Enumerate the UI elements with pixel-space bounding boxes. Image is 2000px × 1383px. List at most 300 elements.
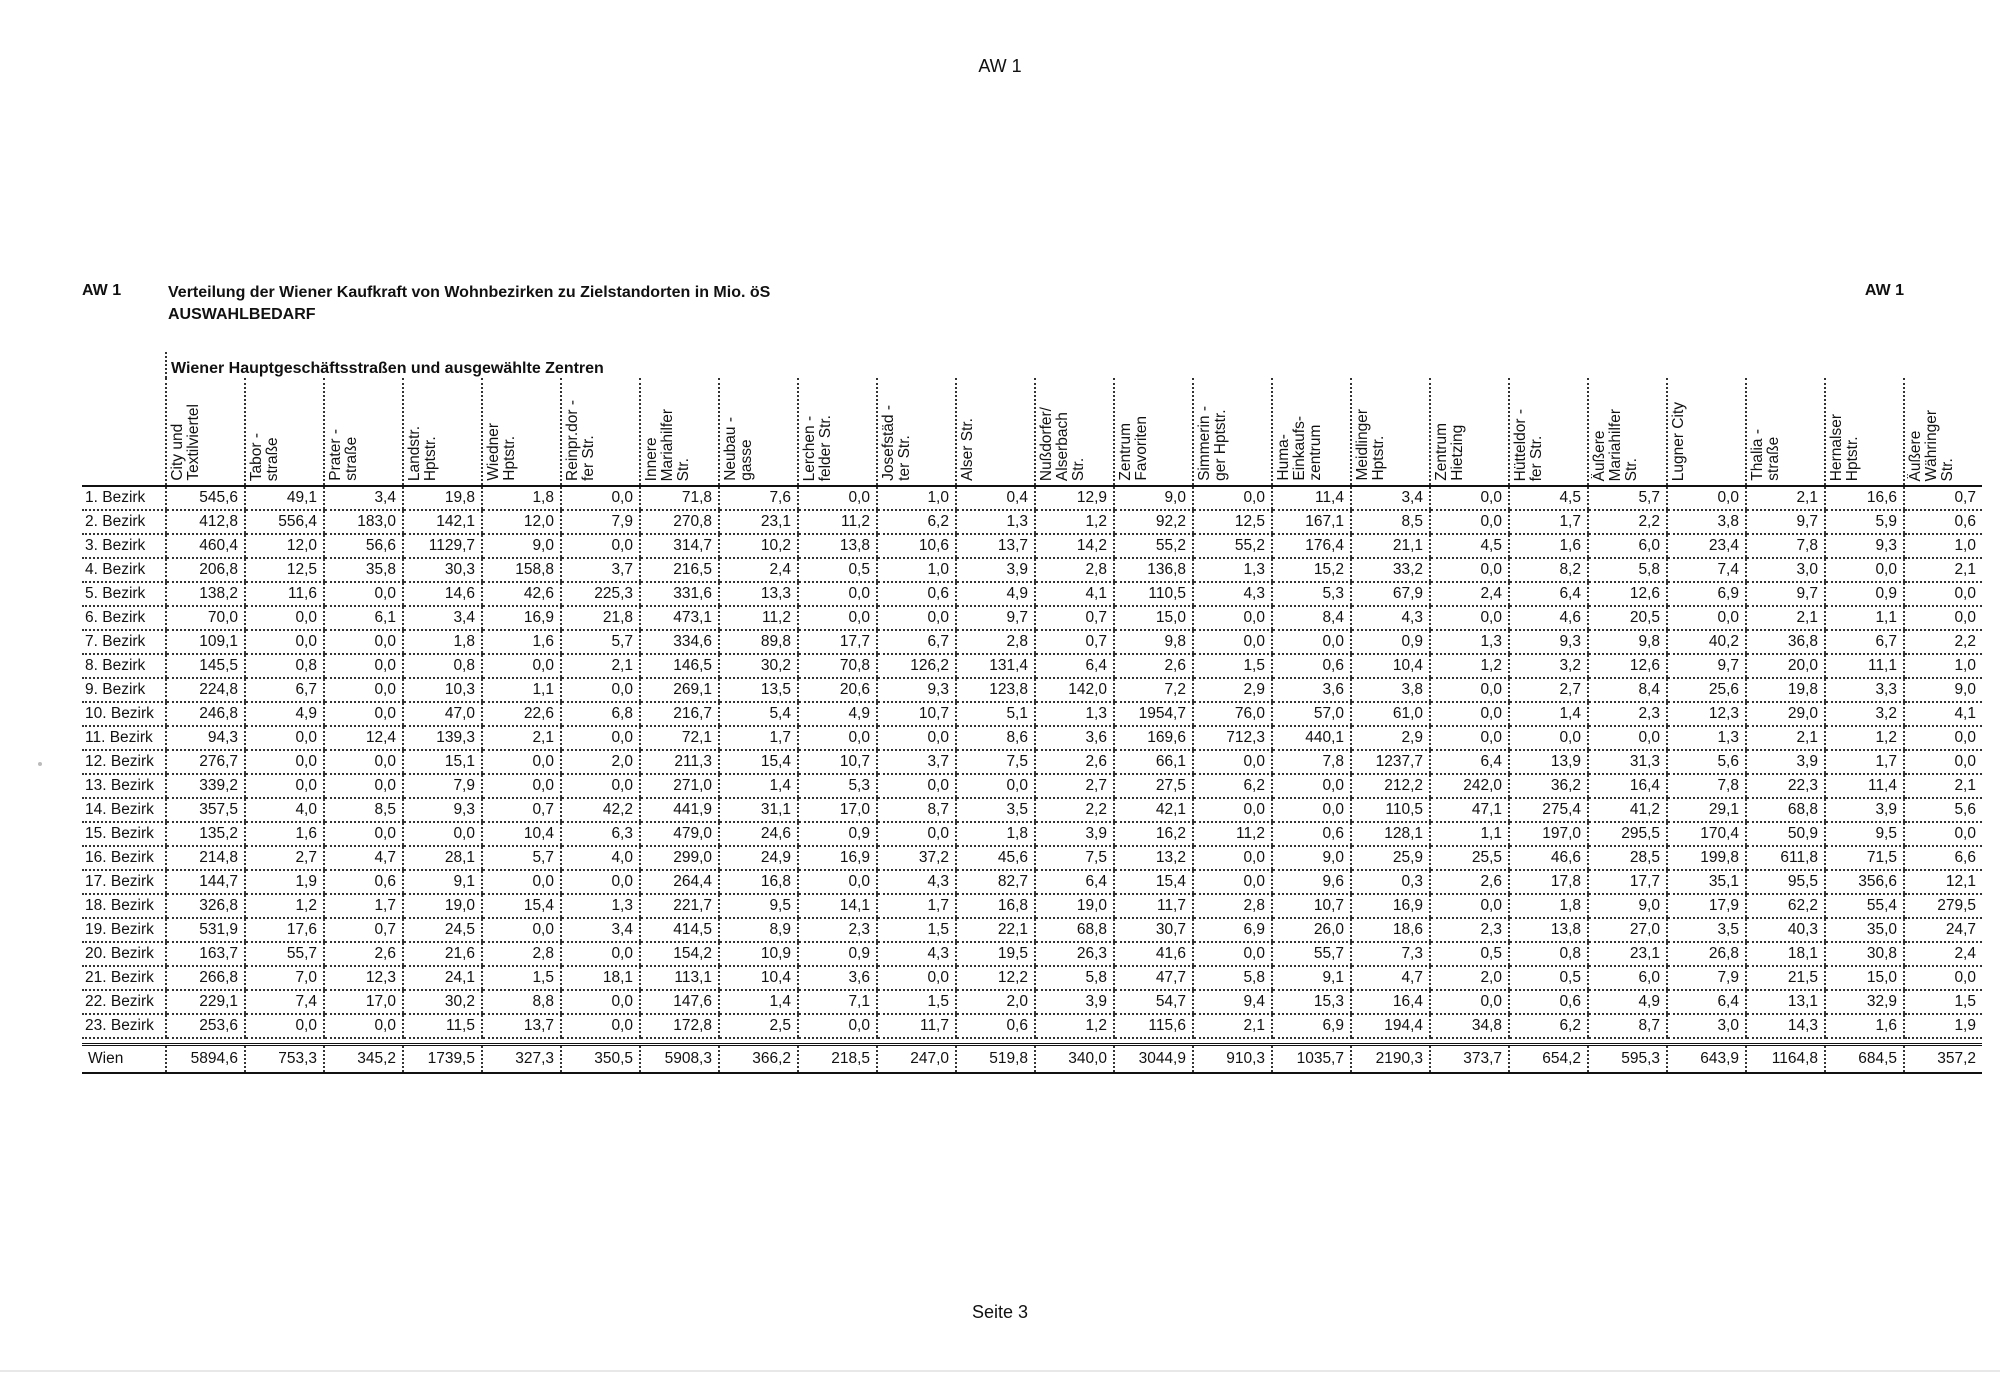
table-cell: 0,5 xyxy=(798,558,877,582)
table-cell: 1,5 xyxy=(877,918,956,942)
table-cell: 0,0 xyxy=(561,942,640,966)
table-cell: 0,3 xyxy=(1351,870,1430,894)
table-cell: 1,1 xyxy=(482,678,561,702)
table-cell: 0,0 xyxy=(561,870,640,894)
table-cell: 3,3 xyxy=(1825,678,1904,702)
table-cell: 24,9 xyxy=(719,846,798,870)
column-header-label: Lerchen - felder Str. xyxy=(801,414,834,481)
column-header xyxy=(1193,378,1272,486)
table-cell: 0,0 xyxy=(561,774,640,798)
table-cell: 910,3 xyxy=(1193,1045,1272,1073)
table-cell: 2,8 xyxy=(1035,558,1114,582)
table-cell: 12,1 xyxy=(1904,870,1982,894)
table-cell: 2,0 xyxy=(1430,966,1509,990)
table-cell: 16,9 xyxy=(1351,894,1430,918)
table-cell: 12,2 xyxy=(956,966,1035,990)
table-cell: 145,5 xyxy=(166,654,245,678)
group-caption: Wiener Hauptgeschäftsstraßen und ausgewählte Zentren xyxy=(166,352,1982,378)
table-cell: 45,6 xyxy=(956,846,1035,870)
table-cell: 5,8 xyxy=(1193,966,1272,990)
column-header-label: Prater - straße xyxy=(327,429,360,481)
kaufkraft-table-wrapper xyxy=(82,352,1982,1074)
table-cell: 0,0 xyxy=(1193,942,1272,966)
table-cell: 269,1 xyxy=(640,678,719,702)
table-cell: 14,2 xyxy=(1035,534,1114,558)
table-cell: 24,7 xyxy=(1904,918,1982,942)
table-cell: 2,1 xyxy=(1746,606,1825,630)
table-title: Verteilung der Wiener Kaufkraft von Wohnbezirken zu Zielstandorten in Mio. öS xyxy=(168,284,771,301)
table-cell: 12,3 xyxy=(324,966,403,990)
table-cell: 11,2 xyxy=(719,606,798,630)
table-cell: 0,0 xyxy=(245,726,324,750)
table-cell: 2,1 xyxy=(1746,726,1825,750)
table-cell: 6,6 xyxy=(1904,846,1982,870)
table-cell: 20,0 xyxy=(1746,654,1825,678)
table-cell: 216,7 xyxy=(640,702,719,726)
table-cell: 1,7 xyxy=(1825,750,1904,774)
table-cell: 2,6 xyxy=(324,942,403,966)
table-cell: 2,6 xyxy=(1114,654,1193,678)
table-cell: 66,1 xyxy=(1114,750,1193,774)
table-cell: 154,2 xyxy=(640,942,719,966)
table-cell: 11,4 xyxy=(1272,486,1351,510)
table-cell: 0,0 xyxy=(1430,990,1509,1014)
row-label: 5. Bezirk xyxy=(82,582,166,606)
table-cell: 7,8 xyxy=(1272,750,1351,774)
table-cell: 1,7 xyxy=(1509,510,1588,534)
table-cell: 1237,7 xyxy=(1351,750,1430,774)
table-cell: 41,2 xyxy=(1588,798,1667,822)
column-header xyxy=(482,378,561,486)
table-cell: 0,0 xyxy=(1193,846,1272,870)
table-cell: 9,7 xyxy=(1746,582,1825,606)
table-cell: 7,9 xyxy=(403,774,482,798)
table-cell: 5908,3 xyxy=(640,1045,719,1073)
table-row xyxy=(82,486,1982,510)
table-cell: 68,8 xyxy=(1035,918,1114,942)
table-cell: 0,0 xyxy=(1904,822,1982,846)
table-cell: 3,4 xyxy=(561,918,640,942)
column-header xyxy=(640,378,719,486)
table-cell: 1,8 xyxy=(482,486,561,510)
table-cell: 37,2 xyxy=(877,846,956,870)
title-block xyxy=(168,282,770,326)
table-cell: 170,4 xyxy=(1667,822,1746,846)
table-cell: 225,3 xyxy=(561,582,640,606)
table-cell: 49,1 xyxy=(245,486,324,510)
table-cell: 70,0 xyxy=(166,606,245,630)
table-row xyxy=(82,630,1982,654)
table-row xyxy=(82,942,1982,966)
table-cell: 3,9 xyxy=(1746,750,1825,774)
table-cell: 197,0 xyxy=(1509,822,1588,846)
row-label: 19. Bezirk xyxy=(82,918,166,942)
table-cell: 11,2 xyxy=(798,510,877,534)
table-cell: 356,6 xyxy=(1825,870,1904,894)
table-cell: 2,9 xyxy=(1193,678,1272,702)
column-header-label: Hütteldor - fer Str. xyxy=(1512,408,1545,481)
row-label: 13. Bezirk xyxy=(82,774,166,798)
table-cell: 144,7 xyxy=(166,870,245,894)
row-label: Wien xyxy=(82,1045,166,1073)
table-cell: 12,5 xyxy=(1193,510,1272,534)
table-cell: 12,0 xyxy=(245,534,324,558)
table-cell: 109,1 xyxy=(166,630,245,654)
table-cell: 25,6 xyxy=(1667,678,1746,702)
table-cell: 3,9 xyxy=(1825,798,1904,822)
table-cell: 9,8 xyxy=(1114,630,1193,654)
table-cell: 16,6 xyxy=(1825,486,1904,510)
table-cell: 92,2 xyxy=(1114,510,1193,534)
table-cell: 71,8 xyxy=(640,486,719,510)
table-cell: 1,7 xyxy=(877,894,956,918)
table-cell: 13,7 xyxy=(956,534,1035,558)
table-cell: 0,0 xyxy=(1430,486,1509,510)
table-cell: 47,7 xyxy=(1114,966,1193,990)
table-cell: 4,5 xyxy=(1509,486,1588,510)
table-cell: 10,4 xyxy=(1351,654,1430,678)
table-cell: 1739,5 xyxy=(403,1045,482,1073)
table-cell: 206,8 xyxy=(166,558,245,582)
table-cell: 20,6 xyxy=(798,678,877,702)
table-cell: 2,9 xyxy=(1351,726,1430,750)
table-cell: 2,6 xyxy=(1035,750,1114,774)
table-cell: 4,3 xyxy=(1351,606,1430,630)
row-label: 4. Bezirk xyxy=(82,558,166,582)
table-cell: 11,7 xyxy=(877,1014,956,1038)
table-cell: 6,7 xyxy=(245,678,324,702)
table-cell: 0,0 xyxy=(1430,702,1509,726)
table-cell: 27,5 xyxy=(1114,774,1193,798)
column-header xyxy=(1667,378,1746,486)
table-cell: 40,2 xyxy=(1667,630,1746,654)
table-cell: 9,7 xyxy=(1667,654,1746,678)
table-cell: 0,6 xyxy=(1272,654,1351,678)
table-cell: 9,1 xyxy=(1272,966,1351,990)
table-cell: 33,2 xyxy=(1351,558,1430,582)
table-cell: 6,4 xyxy=(1035,870,1114,894)
table-cell: 0,0 xyxy=(1667,606,1746,630)
table-cell: 22,6 xyxy=(482,702,561,726)
table-cell: 0,4 xyxy=(956,486,1035,510)
table-cell: 0,0 xyxy=(561,534,640,558)
table-cell: 3,5 xyxy=(956,798,1035,822)
column-header xyxy=(561,378,640,486)
table-cell: 0,0 xyxy=(877,822,956,846)
table-cell: 275,4 xyxy=(1509,798,1588,822)
table-cell: 326,8 xyxy=(166,894,245,918)
table-cell: 0,0 xyxy=(877,774,956,798)
table-cell: 1,8 xyxy=(1509,894,1588,918)
table-cell: 2,1 xyxy=(1193,1014,1272,1038)
row-label: 11. Bezirk xyxy=(82,726,166,750)
column-header-label: Äußere Mariahilfer Str. xyxy=(1591,408,1640,481)
table-cell: 1,0 xyxy=(1904,534,1982,558)
table-cell: 123,8 xyxy=(956,678,1035,702)
table-cell: 1,9 xyxy=(1904,1014,1982,1038)
table-cell: 0,0 xyxy=(245,774,324,798)
column-header-label: Meidlinger Hptstr. xyxy=(1354,409,1387,481)
column-header xyxy=(403,378,482,486)
table-cell: 7,0 xyxy=(245,966,324,990)
column-header xyxy=(1746,378,1825,486)
table-cell: 327,3 xyxy=(482,1045,561,1073)
table-cell: 13,1 xyxy=(1746,990,1825,1014)
column-header xyxy=(956,378,1035,486)
table-cell: 13,7 xyxy=(482,1014,561,1038)
table-cell: 5,8 xyxy=(1035,966,1114,990)
table-cell: 13,2 xyxy=(1114,846,1193,870)
table-cell: 295,5 xyxy=(1588,822,1667,846)
table-cell: 56,6 xyxy=(324,534,403,558)
table-cell: 2190,3 xyxy=(1351,1045,1430,1073)
table-row xyxy=(82,678,1982,702)
table-cell: 0,0 xyxy=(482,918,561,942)
table-cell: 0,0 xyxy=(324,1014,403,1038)
table-code-right: AW 1 xyxy=(1864,282,1904,299)
table-cell: 5,4 xyxy=(719,702,798,726)
table-cell: 441,9 xyxy=(640,798,719,822)
column-header-label: Josefstäd - ter Str. xyxy=(880,405,913,481)
column-header-label: Alser Str. xyxy=(959,418,976,481)
table-cell: 1,6 xyxy=(245,822,324,846)
column-header-label: Reinpr.dor - fer Str. xyxy=(564,400,597,481)
table-cell: 36,8 xyxy=(1746,630,1825,654)
table-cell: 6,3 xyxy=(561,822,640,846)
table-cell: 194,4 xyxy=(1351,1014,1430,1038)
table-cell: 94,3 xyxy=(166,726,245,750)
table-cell: 9,7 xyxy=(956,606,1035,630)
column-header-label: Lugner City xyxy=(1670,401,1687,481)
table-cell: 0,9 xyxy=(1825,582,1904,606)
column-header xyxy=(719,378,798,486)
table-subtitle: AUSWAHLBEDARF xyxy=(168,306,316,323)
column-header xyxy=(1351,378,1430,486)
table-cell: 11,5 xyxy=(403,1014,482,1038)
table-cell: 24,6 xyxy=(719,822,798,846)
table-cell: 183,0 xyxy=(324,510,403,534)
table-cell: 146,5 xyxy=(640,654,719,678)
table-cell: 0,0 xyxy=(245,750,324,774)
table-cell: 0,9 xyxy=(1351,630,1430,654)
table-cell: 24,1 xyxy=(403,966,482,990)
table-cell: 9,8 xyxy=(1588,630,1667,654)
table-cell: 0,8 xyxy=(245,654,324,678)
table-cell: 6,0 xyxy=(1588,534,1667,558)
table-cell: 0,0 xyxy=(1430,510,1509,534)
table-row xyxy=(82,918,1982,942)
column-header-label: Wiedner Hptstr. xyxy=(485,423,518,481)
table-cell: 15,4 xyxy=(719,750,798,774)
table-cell: 16,8 xyxy=(719,870,798,894)
column-header-label: Innere Mariahilfer Str. xyxy=(643,408,692,481)
table-cell: 9,3 xyxy=(1825,534,1904,558)
table-cell: 82,7 xyxy=(956,870,1035,894)
table-cell: 1,2 xyxy=(1035,510,1114,534)
table-cell: 0,0 xyxy=(798,606,877,630)
column-header-label: Tabor - straße xyxy=(248,432,281,481)
table-cell: 27,0 xyxy=(1588,918,1667,942)
table-cell: 1,5 xyxy=(482,966,561,990)
table-cell: 314,7 xyxy=(640,534,719,558)
table-cell: 55,2 xyxy=(1193,534,1272,558)
table-cell: 113,1 xyxy=(640,966,719,990)
table-body xyxy=(82,486,1982,1073)
row-label: 1. Bezirk xyxy=(82,486,166,510)
table-cell: 2,0 xyxy=(956,990,1035,1014)
table-cell: 29,1 xyxy=(1667,798,1746,822)
table-cell: 10,7 xyxy=(877,702,956,726)
table-cell: 2,2 xyxy=(1904,630,1982,654)
table-cell: 654,2 xyxy=(1509,1045,1588,1073)
table-cell: 2,7 xyxy=(1035,774,1114,798)
table-cell: 16,8 xyxy=(956,894,1035,918)
table-cell: 11,6 xyxy=(245,582,324,606)
table-row xyxy=(82,606,1982,630)
total-row xyxy=(82,1045,1982,1073)
table-cell: 9,0 xyxy=(482,534,561,558)
table-cell: 7,9 xyxy=(561,510,640,534)
table-cell: 9,0 xyxy=(1588,894,1667,918)
table-cell: 19,8 xyxy=(403,486,482,510)
table-cell: 0,8 xyxy=(1509,942,1588,966)
table-cell: 264,4 xyxy=(640,870,719,894)
table-cell: 3,4 xyxy=(324,486,403,510)
column-header xyxy=(1588,378,1667,486)
table-cell: 753,3 xyxy=(245,1045,324,1073)
table-cell: 0,0 xyxy=(1430,558,1509,582)
table-cell: 1035,7 xyxy=(1272,1045,1351,1073)
table-cell: 366,2 xyxy=(719,1045,798,1073)
table-cell: 3,4 xyxy=(403,606,482,630)
table-row xyxy=(82,822,1982,846)
table-cell: 0,0 xyxy=(877,606,956,630)
table-cell: 61,0 xyxy=(1351,702,1430,726)
table-cell: 147,6 xyxy=(640,990,719,1014)
table-cell: 214,8 xyxy=(166,846,245,870)
table-cell: 172,8 xyxy=(640,1014,719,1038)
table-cell: 26,0 xyxy=(1272,918,1351,942)
table-cell: 110,5 xyxy=(1351,798,1430,822)
table-cell: 8,9 xyxy=(719,918,798,942)
table-cell: 47,1 xyxy=(1430,798,1509,822)
table-cell: 3,8 xyxy=(1667,510,1746,534)
table-cell: 17,7 xyxy=(798,630,877,654)
table-cell: 11,7 xyxy=(1114,894,1193,918)
table-cell: 8,2 xyxy=(1509,558,1588,582)
column-header-label: Huma- Einkaufs- zentrum xyxy=(1275,416,1324,481)
table-cell: 6,4 xyxy=(1667,990,1746,1014)
column-header-row xyxy=(82,378,1982,486)
column-header-label: Hernalser Hptstr. xyxy=(1828,413,1861,481)
table-cell: 2,1 xyxy=(1904,558,1982,582)
column-header xyxy=(166,378,245,486)
table-cell: 5,3 xyxy=(1272,582,1351,606)
table-cell: 1,5 xyxy=(877,990,956,1014)
table-cell: 299,0 xyxy=(640,846,719,870)
table-cell: 47,0 xyxy=(403,702,482,726)
table-row xyxy=(82,1014,1982,1038)
table-cell: 0,0 xyxy=(403,822,482,846)
table-cell: 21,1 xyxy=(1351,534,1430,558)
table-cell: 6,2 xyxy=(1509,1014,1588,1038)
table-cell: 54,7 xyxy=(1114,990,1193,1014)
table-cell: 0,0 xyxy=(482,870,561,894)
table-cell: 35,8 xyxy=(324,558,403,582)
table-cell: 595,3 xyxy=(1588,1045,1667,1073)
table-cell: 0,0 xyxy=(324,678,403,702)
table-cell: 2,1 xyxy=(561,654,640,678)
table-cell: 0,7 xyxy=(1904,486,1982,510)
column-header-label: Landstr. Hptstr. xyxy=(406,425,439,481)
table-cell: 5,7 xyxy=(1588,486,1667,510)
table-cell: 9,1 xyxy=(403,870,482,894)
table-cell: 10,4 xyxy=(482,822,561,846)
table-cell: 4,7 xyxy=(324,846,403,870)
table-cell: 128,1 xyxy=(1351,822,1430,846)
table-cell: 67,9 xyxy=(1351,582,1430,606)
row-label: 2. Bezirk xyxy=(82,510,166,534)
table-cell: 0,0 xyxy=(324,702,403,726)
table-cell: 0,0 xyxy=(245,1014,324,1038)
table-cell: 7,9 xyxy=(1667,966,1746,990)
table-cell: 1,9 xyxy=(245,870,324,894)
column-header xyxy=(877,378,956,486)
table-cell: 6,4 xyxy=(1430,750,1509,774)
table-cell: 0,0 xyxy=(324,750,403,774)
table-cell: 6,4 xyxy=(1035,654,1114,678)
table-cell: 68,8 xyxy=(1746,798,1825,822)
table-cell: 221,7 xyxy=(640,894,719,918)
table-cell: 3,7 xyxy=(561,558,640,582)
table-cell: 266,8 xyxy=(166,966,245,990)
table-cell: 246,8 xyxy=(166,702,245,726)
table-cell: 1954,7 xyxy=(1114,702,1193,726)
table-cell: 30,2 xyxy=(719,654,798,678)
table-cell: 8,5 xyxy=(324,798,403,822)
table-cell: 8,4 xyxy=(1588,678,1667,702)
table-cell: 76,0 xyxy=(1193,702,1272,726)
table-cell: 12,0 xyxy=(482,510,561,534)
table-cell: 0,9 xyxy=(798,942,877,966)
table-cell: 19,0 xyxy=(1035,894,1114,918)
table-cell: 15,3 xyxy=(1272,990,1351,1014)
table-cell: 1,1 xyxy=(1825,606,1904,630)
table-cell: 4,9 xyxy=(956,582,1035,606)
table-cell: 70,8 xyxy=(798,654,877,678)
table-cell: 176,4 xyxy=(1272,534,1351,558)
table-cell: 2,1 xyxy=(1746,486,1825,510)
table-row xyxy=(82,990,1982,1014)
row-label: 6. Bezirk xyxy=(82,606,166,630)
table-cell: 2,4 xyxy=(719,558,798,582)
table-cell: 2,3 xyxy=(798,918,877,942)
table-cell: 0,0 xyxy=(561,486,640,510)
table-cell: 6,1 xyxy=(324,606,403,630)
column-header xyxy=(1035,378,1114,486)
table-cell: 3,8 xyxy=(1351,678,1430,702)
table-cell: 10,7 xyxy=(1272,894,1351,918)
table-cell: 4,3 xyxy=(877,870,956,894)
table-cell: 12,3 xyxy=(1667,702,1746,726)
table-cell: 1,6 xyxy=(1825,1014,1904,1038)
table-row xyxy=(82,558,1982,582)
table-cell: 3,6 xyxy=(798,966,877,990)
table-cell: 357,5 xyxy=(166,798,245,822)
table-cell: 14,3 xyxy=(1746,1014,1825,1038)
table-cell: 0,0 xyxy=(1272,630,1351,654)
table-cell: 11,1 xyxy=(1825,654,1904,678)
